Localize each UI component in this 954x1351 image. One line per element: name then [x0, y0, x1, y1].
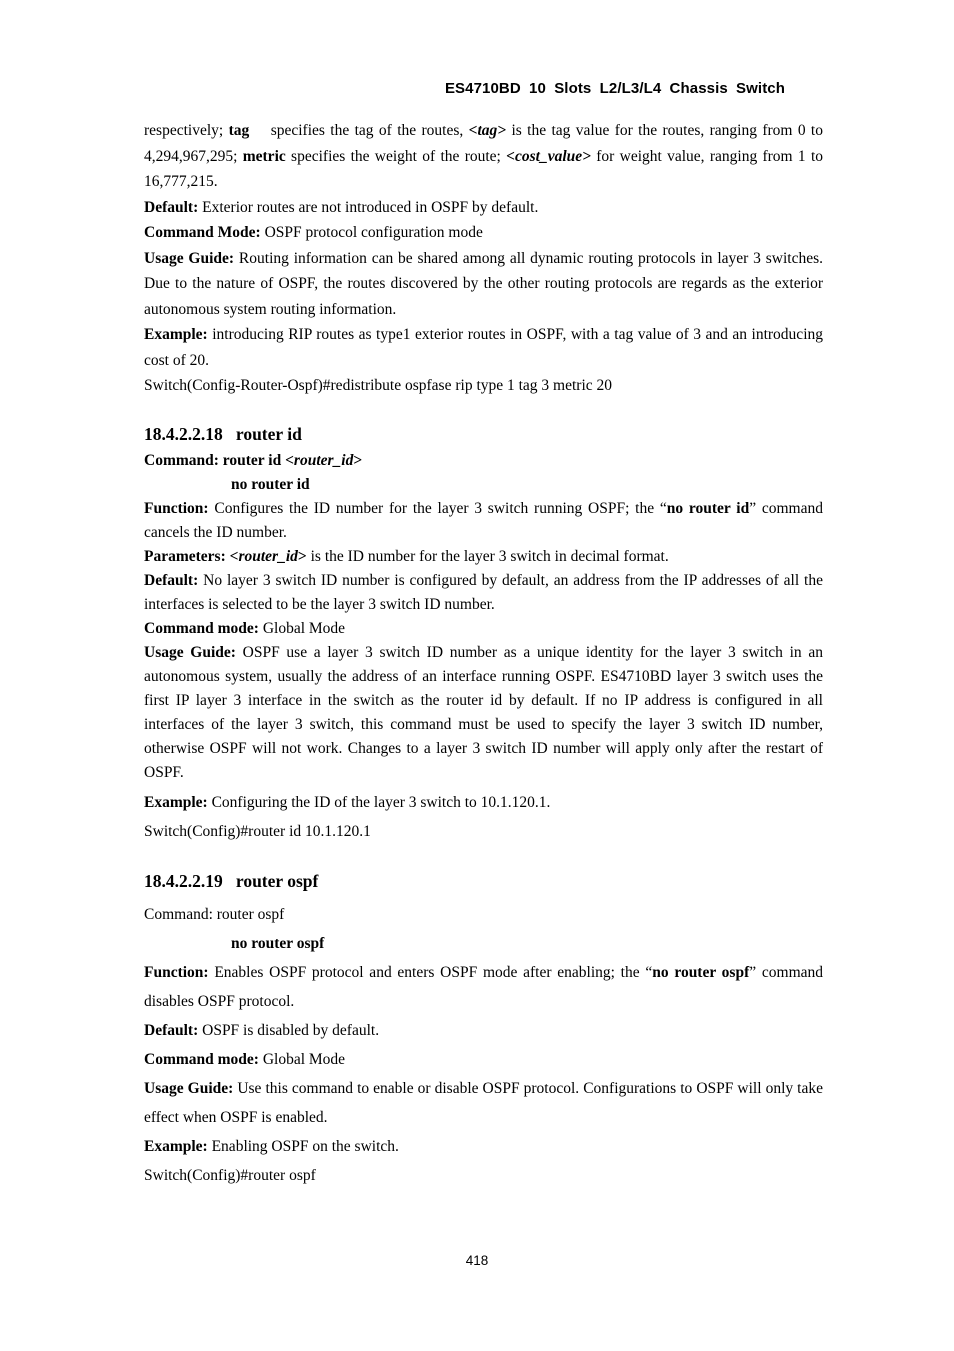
router-id-command: Command: router id <router_id>	[144, 451, 363, 469]
router-ospf-command: Command: router ospf	[144, 905, 285, 923]
router-id-example-command: Switch(Config)#router id 10.1.120.1	[144, 822, 371, 840]
section-heading-router-id: 18.4.2.2.18 router id	[144, 423, 302, 444]
router-ospf-function: Function: Enables OSPF protocol and enters OSPF mode after enabling; the “no router ospf” command disables OSPF protocol.	[144, 963, 824, 1010]
running-header: ES4710BD 10 Slots L2/L3/L4 Chassis Switch	[444, 80, 785, 97]
router-id-command-mode: Command mode: Global Mode	[144, 619, 346, 637]
redistribute-default: Default: Exterior routes are not introduced in OSPF by default.	[144, 198, 539, 216]
router-id-example: Example: Configuring the ID of the layer 3 switch to 10.1.120.1.	[144, 793, 551, 811]
redistribute-example: Example: introducing RIP routes as type1 exterior routes in OSPF, with a tag value of 3 and an introducing cost of 20.	[144, 326, 823, 369]
router-id-usage-guide: Usage Guide: OSPF use a layer 3 switch ID number as a unique identity for the layer 3 switch in an autonomous system, usually the address of an interface running OSPF. ES4710BD layer 3 switch uses the first IP layer 3 interface in the switch as the router id by default. If no IP address is configured in all interfaces of the layer 3 switch, this command must be used to specify the layer 3 switch ID number, otherwise OSPF will not work. Changes to a layer 3 switch ID number will apply only after the restart of OSPF.	[144, 643, 824, 781]
section-heading-router-ospf: 18.4.2.2.19 router ospf	[144, 870, 319, 891]
router-ospf-example: Example: Enabling OSPF on the switch.	[144, 1137, 399, 1155]
router-id-no-command: no router id	[231, 475, 310, 493]
redistribute-command-mode: Command Mode: OSPF protocol configuration mode	[144, 224, 483, 241]
router-ospf-no-command: no router ospf	[231, 934, 325, 952]
router-ospf-example-command: Switch(Config)#router ospf	[144, 1166, 316, 1184]
router-ospf-usage-guide: Usage Guide: Use this command to enable or disable OSPF protocol. Configurations to OSPF will only take effect when OSPF is enabled.	[144, 1079, 823, 1126]
redistribute-example-command: Switch(Config-Router-Ospf)#redistribute ospfase rip type 1 tag 3 metric 20	[144, 377, 613, 394]
page-number: 418	[465, 1253, 489, 1268]
router-id-default: Default: No layer 3 switch ID number is configured by default, an address from the IP addresses of all the interfaces is selected to be the layer 3 switch ID number.	[144, 571, 823, 613]
router-id-function: Function: Configures the ID number for the layer 3 switch running OSPF; the “no router id” command cancels the ID number.	[144, 499, 823, 541]
page-body	[144, 118, 823, 1190]
intro-paragraph: respectively; tag specifies the tag of the routes, <tag> is the tag value for the routes, ranging from 0 to 4,294,967,295; metric specifies the weight of the route; <cost_value> for weight value, ranging from 1 to 16,777,215.	[144, 122, 824, 190]
router-ospf-default: Default: OSPF is disabled by default.	[144, 1021, 380, 1039]
router-ospf-command-mode: Command mode: Global Mode	[144, 1050, 346, 1068]
redistribute-usage-guide: Usage Guide: Routing information can be shared among all dynamic routing protocols in layer 3 switches. Due to the nature of OSPF, the routes discovered by the other routing protocols are regards as the exterior autonomous system routing information.	[144, 249, 824, 318]
router-id-parameters: Parameters: <router_id> is the ID number for the layer 3 switch in decimal format.	[144, 547, 669, 565]
